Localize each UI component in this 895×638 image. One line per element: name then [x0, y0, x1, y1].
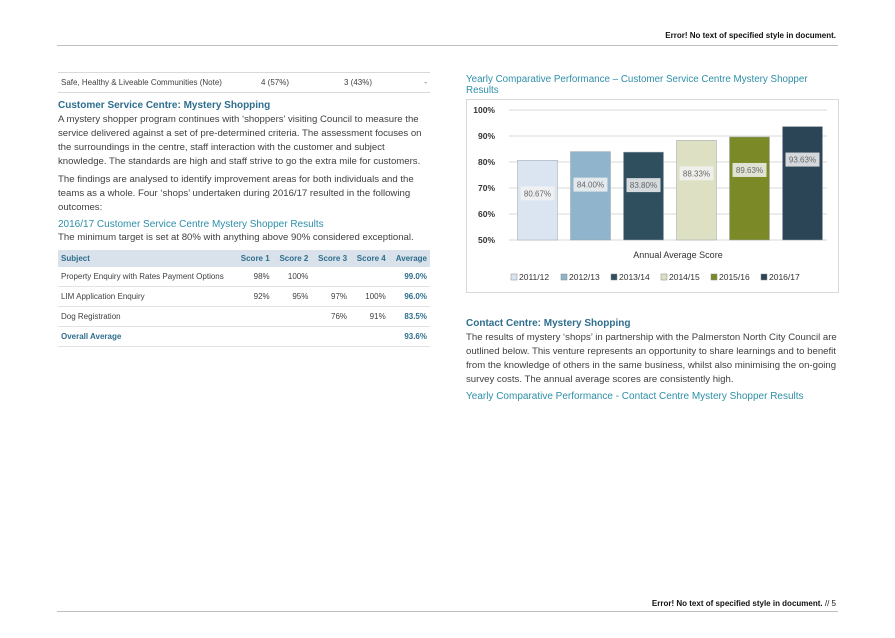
legend-swatch	[761, 274, 767, 280]
col-subject: Subject	[58, 250, 234, 267]
y-tick-label: 80%	[477, 157, 495, 167]
col-score1: Score 1	[234, 250, 273, 267]
cell-score2	[273, 307, 312, 327]
overall-label: Overall Average	[58, 327, 234, 347]
legend-swatch	[561, 274, 567, 280]
summary-col1: 4 (57%)	[261, 78, 290, 87]
bar	[677, 140, 717, 240]
footer-text: Error! No text of specified style in document.	[651, 599, 823, 608]
y-tick-label: 90%	[477, 131, 495, 141]
findings-paragraph: The findings are analysed to identify improvement areas for both individuals and the teams as a whole. Four ‘shops’ undertaken during 2016/17 resulted in the following outcomes:	[58, 174, 414, 213]
col-score4: Score 4	[350, 250, 389, 267]
legend-swatch	[511, 274, 517, 280]
header-rule	[57, 45, 838, 46]
data-label: 80.67%	[523, 189, 552, 199]
overall-row	[58, 327, 430, 347]
cell-subject: LIM Application Enquiry	[58, 287, 234, 307]
data-label: 93.63%	[788, 155, 817, 165]
table-header-row	[58, 250, 430, 267]
summary-col2: 3 (43%)	[344, 78, 373, 87]
y-tick-label: 50%	[477, 235, 495, 245]
bar	[571, 152, 611, 240]
y-tick-label: 100%	[473, 105, 495, 115]
contact-paragraph: The results of mystery ‘shops’ in partnership with the Palmerston North City Council are outlined below. This venture represents an opportunity to share learnings and to benefit from the knowledge of others in the same business, whilst also minimising the on-going survey costs. The annual average scores are consistently high.	[466, 332, 837, 385]
cell-score1: 92%	[234, 287, 273, 307]
legend-entry: 2014/15	[669, 272, 700, 282]
y-tick-label: 60%	[477, 209, 495, 219]
cell-score3	[311, 267, 350, 287]
footer-rule	[57, 611, 838, 612]
legend-entry: 2012/13	[569, 272, 600, 282]
bar	[783, 127, 823, 240]
legend-entry: 2016/17	[769, 272, 800, 282]
contact-heading: Contact Centre: Mystery Shopping	[466, 318, 631, 329]
cell-average: 83.5%	[389, 307, 430, 327]
left-column	[58, 72, 430, 347]
cell-score2: 100%	[273, 267, 312, 287]
cell-score3: 76%	[311, 307, 350, 327]
y-tick-label: 70%	[477, 183, 495, 193]
cell-subject: Dog Registration	[58, 307, 234, 327]
legend-swatch	[661, 274, 667, 280]
table-row	[58, 287, 430, 307]
summary-label: Safe, Healthy & Liveable Communities (Note)	[61, 78, 222, 87]
intro-paragraph: A mystery shopper program continues with ‘shoppers’ visiting Council to measure the service delivered against a set of pre-determined criteria. The assessment focuses on the surroundings in the centre, staff interaction with the customer and subject knowledge. The standards are high and staff strive to go the extra mile for customers.	[58, 114, 422, 167]
legend-entry: 2013/14	[619, 272, 650, 282]
col-score2: Score 2	[273, 250, 312, 267]
cell-average: 96.0%	[389, 287, 430, 307]
bar	[624, 152, 664, 240]
header-text: Error! No text of specified style in document.	[665, 31, 836, 40]
legend-entry: 2015/16	[719, 272, 750, 282]
chart-frame	[466, 99, 839, 293]
right-column	[466, 72, 838, 403]
data-label: 89.63%	[735, 165, 764, 175]
data-label: 88.33%	[682, 169, 711, 179]
overall-average: 93.6%	[389, 327, 430, 347]
data-label: 83.80%	[629, 181, 658, 191]
footer-separator: //	[824, 599, 830, 608]
cell-average: 99.0%	[389, 267, 430, 287]
legend-entry: 2011/12	[519, 272, 550, 282]
results-table	[58, 250, 430, 347]
cell-score4	[350, 267, 389, 287]
table-row	[58, 307, 430, 327]
cell-score2: 95%	[273, 287, 312, 307]
footer	[652, 599, 836, 608]
x-axis-label: Annual Average Score	[633, 250, 723, 260]
chart-title: Yearly Comparative Performance – Customer Service Centre Mystery Shopper Results	[466, 74, 808, 96]
data-label: 84.00%	[576, 180, 605, 190]
cell-score1	[234, 307, 273, 327]
cell-score1: 98%	[234, 267, 273, 287]
col-average: Average	[389, 250, 430, 267]
page-number: 5	[831, 599, 836, 608]
summary-row	[58, 72, 430, 93]
target-paragraph: The minimum target is set at 80% with anything above 90% considered exceptional.	[58, 232, 414, 243]
cell-score4: 100%	[350, 287, 389, 307]
results-heading: 2016/17 Customer Service Centre Mystery Shopper Results	[58, 219, 324, 230]
summary-col3: -	[424, 78, 427, 87]
contact-results-heading: Yearly Comparative Performance - Contact Centre Mystery Shopper Results	[466, 391, 804, 402]
legend-swatch	[611, 274, 617, 280]
section-heading: Customer Service Centre: Mystery Shopping	[58, 100, 271, 111]
bar	[730, 137, 770, 240]
legend-swatch	[711, 274, 717, 280]
cell-score3: 97%	[311, 287, 350, 307]
col-score3: Score 3	[311, 250, 350, 267]
table-row	[58, 267, 430, 287]
cell-subject: Property Enquiry with Rates Payment Options	[58, 267, 234, 287]
cell-score4: 91%	[350, 307, 389, 327]
bar-chart	[467, 100, 838, 292]
